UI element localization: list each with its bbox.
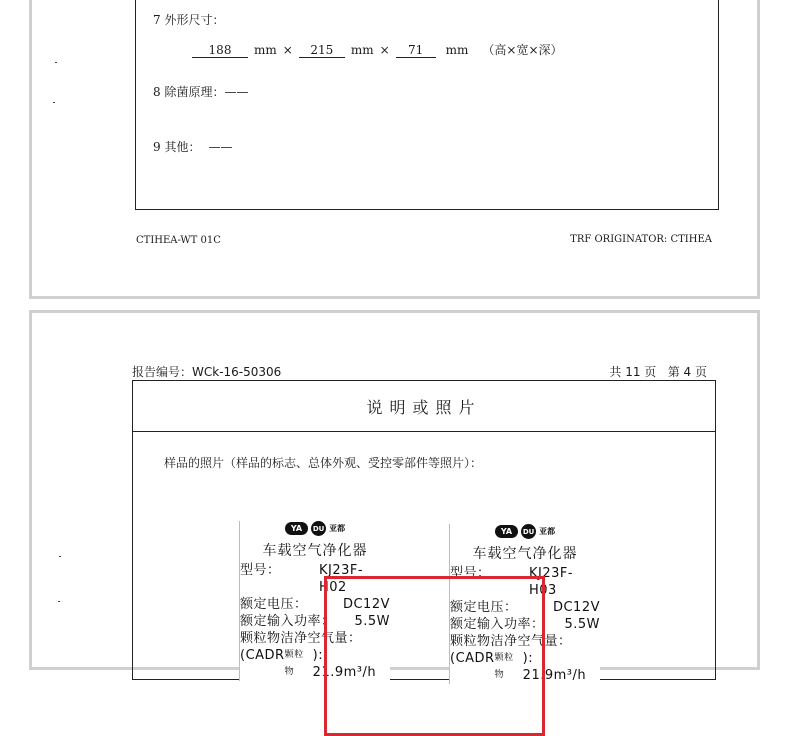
logo-du: DU	[521, 524, 536, 539]
dimension-row	[192, 41, 563, 58]
unit-label: mm	[350, 43, 374, 57]
item9-value: ——	[208, 140, 233, 154]
item8-value: ——	[224, 85, 249, 99]
unit-label: mm	[254, 43, 277, 57]
page-info: 共 11 页 第 4 页	[609, 365, 707, 379]
logo-cn: 亚都	[539, 527, 556, 536]
item7-label: 7 外形尺寸：	[153, 13, 225, 27]
product-name: 车载空气净化器	[262, 543, 368, 559]
model-row: 型号： KJ23F-H03	[450, 566, 574, 598]
section-header	[133, 381, 715, 432]
footer-left: CTIHEA-WT 01C	[136, 235, 221, 246]
power-row: 额定输入功率： 5.5W	[450, 617, 600, 632]
brand-logo	[240, 521, 390, 536]
unit-label: mm	[445, 43, 469, 57]
model-row: 型号： KJ23F-H02	[240, 563, 364, 595]
item8-label: 8 除菌原理：	[153, 85, 225, 99]
dimension-note: （高×宽×深）	[482, 43, 563, 57]
dimension-width: 215	[299, 43, 345, 58]
dimension-height: 188	[192, 43, 248, 58]
report-number: 报告编号：WCk-16-50306	[132, 365, 282, 379]
logo-du: DU	[311, 521, 326, 536]
brand-logo	[450, 524, 600, 539]
product-name: 车载空气净化器	[472, 546, 578, 562]
report-page-lower	[29, 310, 760, 683]
photo-caption: 样品的照片（样品的标志、总体外观、受控零部件等照片）：	[164, 456, 483, 470]
logo-ya: YA	[285, 522, 308, 535]
item9-row	[153, 138, 232, 155]
report-page-upper	[29, 0, 760, 299]
photo-edge	[239, 521, 240, 681]
dimension-depth: 71	[396, 43, 436, 58]
highlight-box	[324, 576, 545, 736]
times-sign: ×	[282, 43, 293, 57]
content-frame	[135, 0, 719, 210]
item9-label: 9 其他：	[153, 140, 201, 154]
times-sign: ×	[379, 43, 390, 57]
logo-cn: 亚都	[329, 524, 346, 533]
cadr-title: 颗粒物洁净空气量：	[450, 634, 572, 649]
voltage-row: 额定电压： DC12V	[450, 600, 600, 615]
cadr-row: (CADR 颗粒物 ): 21.9m³/h	[240, 648, 377, 680]
voltage-row: 额定电压： DC12V	[240, 597, 390, 612]
section-title: 说明或照片	[366, 398, 482, 417]
cadr-title: 颗粒物洁净空气量：	[240, 631, 362, 646]
logo-ya: YA	[495, 525, 518, 538]
power-row: 额定输入功率： 5.5W	[240, 614, 390, 629]
cadr-row: (CADR 颗粒物 ): 21.9m³/h	[450, 651, 587, 683]
content-frame	[132, 380, 716, 683]
footer-right: TRF ORIGINATOR: CTIHEA	[570, 234, 712, 245]
item8-row	[153, 83, 248, 100]
